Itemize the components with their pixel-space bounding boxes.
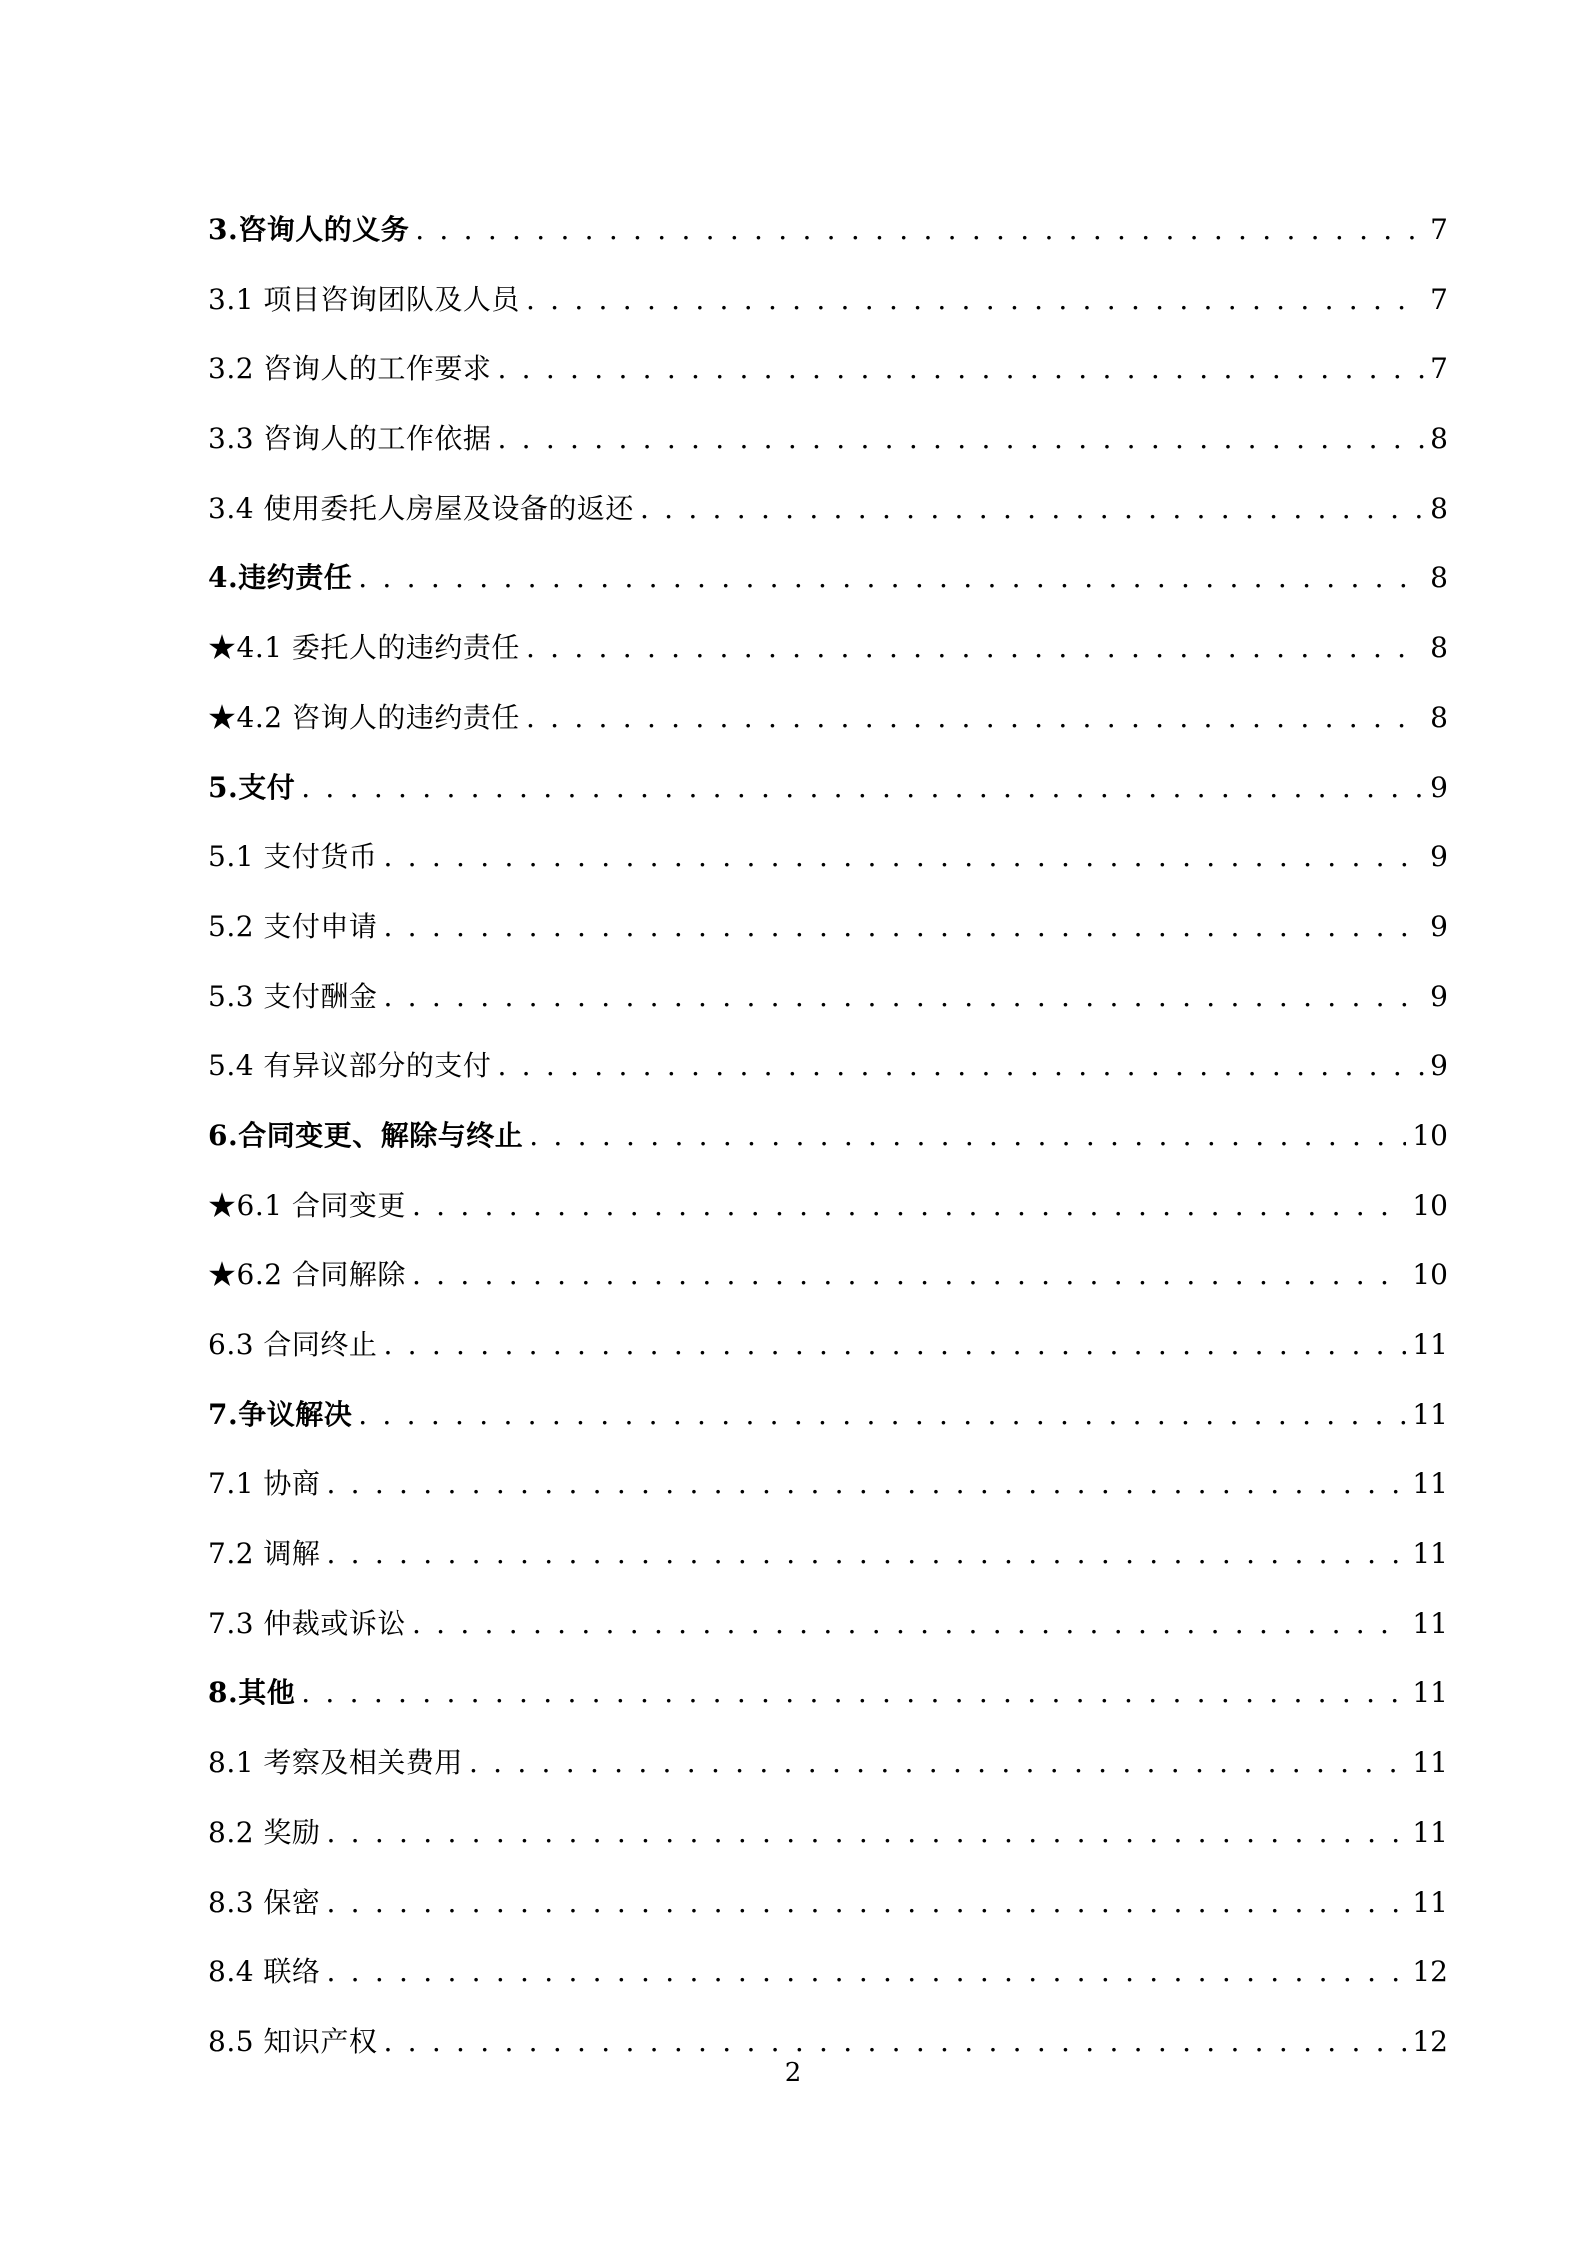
toc-entry[interactable]	[208, 474, 1448, 544]
toc-entry-page-number: 11	[1412, 1537, 1448, 1571]
toc-dot-leader	[412, 1589, 1406, 1659]
toc-dot-leader	[497, 404, 1424, 474]
toc-dot-leader	[412, 1171, 1406, 1241]
toc-entry[interactable]	[208, 1728, 1448, 1798]
toc-entry-title: 5.4 有异议部分的支付	[208, 1049, 492, 1083]
toc-entry-page-number: 9	[1430, 909, 1448, 943]
toc-entry-title: 3.3 咨询人的工作依据	[208, 422, 492, 456]
toc-dot-leader	[497, 1031, 1424, 1101]
toc-entry-title: 7.3 仲裁或诉讼	[208, 1606, 406, 1640]
toc-entry-title: 6.合同变更、解除与终止	[208, 1118, 524, 1152]
toc-entry[interactable]	[208, 404, 1448, 474]
toc-dot-leader	[383, 822, 1424, 892]
toc-dot-leader	[301, 1658, 1406, 1728]
toc-entry-title: 5.1 支付货币	[208, 840, 378, 874]
toc-entry-page-number: 9	[1430, 770, 1448, 804]
toc-entry[interactable]	[208, 962, 1448, 1032]
toc-dot-leader	[326, 1868, 1406, 1938]
table-of-contents	[208, 195, 1448, 2077]
toc-entry-page-number: 7	[1430, 213, 1448, 246]
toc-entry-page-number: 10	[1412, 1188, 1448, 1222]
toc-dot-leader	[412, 1240, 1406, 1310]
toc-entry-title: ★4.1 委托人的违约责任	[208, 631, 520, 665]
toc-entry-title: 7.2 调解	[208, 1537, 321, 1571]
toc-entry[interactable]	[208, 1449, 1448, 1519]
toc-entry-page-number: 11	[1412, 1746, 1448, 1780]
toc-entry-title: 4.违约责任	[208, 561, 353, 595]
toc-dot-leader	[383, 1310, 1406, 1380]
toc-entry[interactable]	[208, 1240, 1448, 1310]
toc-entry-page-number: 8	[1430, 631, 1448, 665]
toc-entry-page-number: 9	[1430, 840, 1448, 874]
toc-dot-leader	[326, 1519, 1406, 1589]
toc-entry[interactable]	[208, 543, 1448, 613]
toc-entry-page-number: 7	[1430, 352, 1448, 386]
toc-entry-title: 8.5 知识产权	[208, 2024, 378, 2058]
toc-entry-page-number: 11	[1412, 1328, 1448, 1361]
toc-entry-title: 5.支付	[208, 770, 296, 804]
toc-entry[interactable]	[208, 1380, 1448, 1450]
page-number: 2	[784, 2058, 802, 2088]
toc-entry-page-number: 11	[1412, 1467, 1448, 1501]
toc-entry[interactable]	[208, 1310, 1448, 1380]
toc-dot-leader	[326, 1449, 1406, 1519]
toc-entry[interactable]	[208, 1519, 1448, 1589]
toc-entry[interactable]	[208, 1658, 1448, 1728]
toc-entry[interactable]	[208, 1171, 1448, 1241]
toc-dot-leader	[526, 613, 1424, 683]
toc-entry[interactable]	[208, 1031, 1448, 1101]
toc-dot-leader	[358, 543, 1424, 613]
toc-entry[interactable]	[208, 334, 1448, 404]
toc-entry[interactable]	[208, 195, 1448, 265]
toc-entry-title: 5.2 支付申请	[208, 909, 378, 943]
toc-entry-title: ★6.1 合同变更	[208, 1188, 406, 1222]
toc-entry-title: 3.4 使用委托人房屋及设备的返还	[208, 491, 634, 525]
toc-entry[interactable]	[208, 613, 1448, 683]
toc-dot-leader	[529, 1101, 1406, 1171]
toc-dot-leader	[358, 1380, 1406, 1450]
toc-entry-title: 7.争议解决	[208, 1397, 353, 1431]
toc-entry[interactable]	[208, 683, 1448, 753]
toc-entry-page-number: 11	[1412, 1815, 1448, 1849]
toc-entry-title: 3.2 咨询人的工作要求	[208, 352, 492, 386]
toc-entry-page-number: 11	[1412, 1606, 1448, 1640]
toc-dot-leader	[415, 195, 1424, 265]
toc-entry-page-number: 9	[1430, 1049, 1448, 1083]
toc-entry-title: 8.2 奖励	[208, 1815, 321, 1849]
toc-entry-page-number: 8	[1430, 491, 1448, 525]
toc-dot-leader	[526, 683, 1424, 753]
toc-entry-page-number: 11	[1412, 1397, 1448, 1431]
toc-entry-page-number: 11	[1412, 1676, 1448, 1710]
toc-entry-title: 6.3 合同终止	[208, 1328, 378, 1361]
toc-entry-title: 8.1 考察及相关费用	[208, 1746, 463, 1780]
toc-entry-page-number: 10	[1412, 1118, 1448, 1152]
toc-entry-page-number: 9	[1430, 979, 1448, 1013]
toc-entry[interactable]	[208, 753, 1448, 823]
toc-entry-title: 7.1 协商	[208, 1467, 321, 1501]
toc-dot-leader	[383, 892, 1424, 962]
toc-dot-leader	[497, 334, 1424, 404]
toc-entry-title: ★6.2 合同解除	[208, 1258, 406, 1292]
toc-entry[interactable]	[208, 1589, 1448, 1659]
toc-dot-leader	[469, 1728, 1406, 1798]
toc-entry[interactable]	[208, 1868, 1448, 1938]
toc-entry-title: 8.其他	[208, 1676, 296, 1710]
toc-entry-page-number: 10	[1412, 1258, 1448, 1292]
toc-entry[interactable]	[208, 1937, 1448, 2007]
toc-entry-page-number: 8	[1430, 561, 1448, 595]
toc-entry-title: 5.3 支付酬金	[208, 979, 378, 1013]
toc-entry[interactable]	[208, 1101, 1448, 1171]
toc-dot-leader	[383, 962, 1424, 1032]
toc-entry-page-number: 12	[1412, 2024, 1448, 2058]
toc-entry[interactable]	[208, 822, 1448, 892]
toc-entry-page-number: 8	[1430, 422, 1448, 456]
toc-dot-leader	[326, 1798, 1406, 1868]
toc-entry[interactable]	[208, 892, 1448, 962]
toc-entry-page-number: 8	[1430, 700, 1448, 734]
toc-dot-leader	[326, 1937, 1406, 2007]
toc-entry-title: 8.3 保密	[208, 1885, 321, 1919]
toc-entry-title: 8.4 联络	[208, 1955, 321, 1989]
toc-entry-title: 3.1 项目咨询团队及人员	[208, 282, 520, 316]
toc-entry-page-number: 7	[1430, 282, 1448, 316]
toc-entry-title: 3.咨询人的义务	[208, 213, 410, 246]
toc-dot-leader	[526, 265, 1424, 335]
toc-entry-title: ★4.2 咨询人的违约责任	[208, 700, 520, 734]
toc-dot-leader	[301, 753, 1424, 823]
toc-entry-page-number: 11	[1412, 1885, 1448, 1919]
toc-entry[interactable]	[208, 265, 1448, 335]
toc-entry[interactable]	[208, 1798, 1448, 1868]
toc-dot-leader	[640, 474, 1424, 544]
toc-entry-page-number: 12	[1412, 1955, 1448, 1989]
